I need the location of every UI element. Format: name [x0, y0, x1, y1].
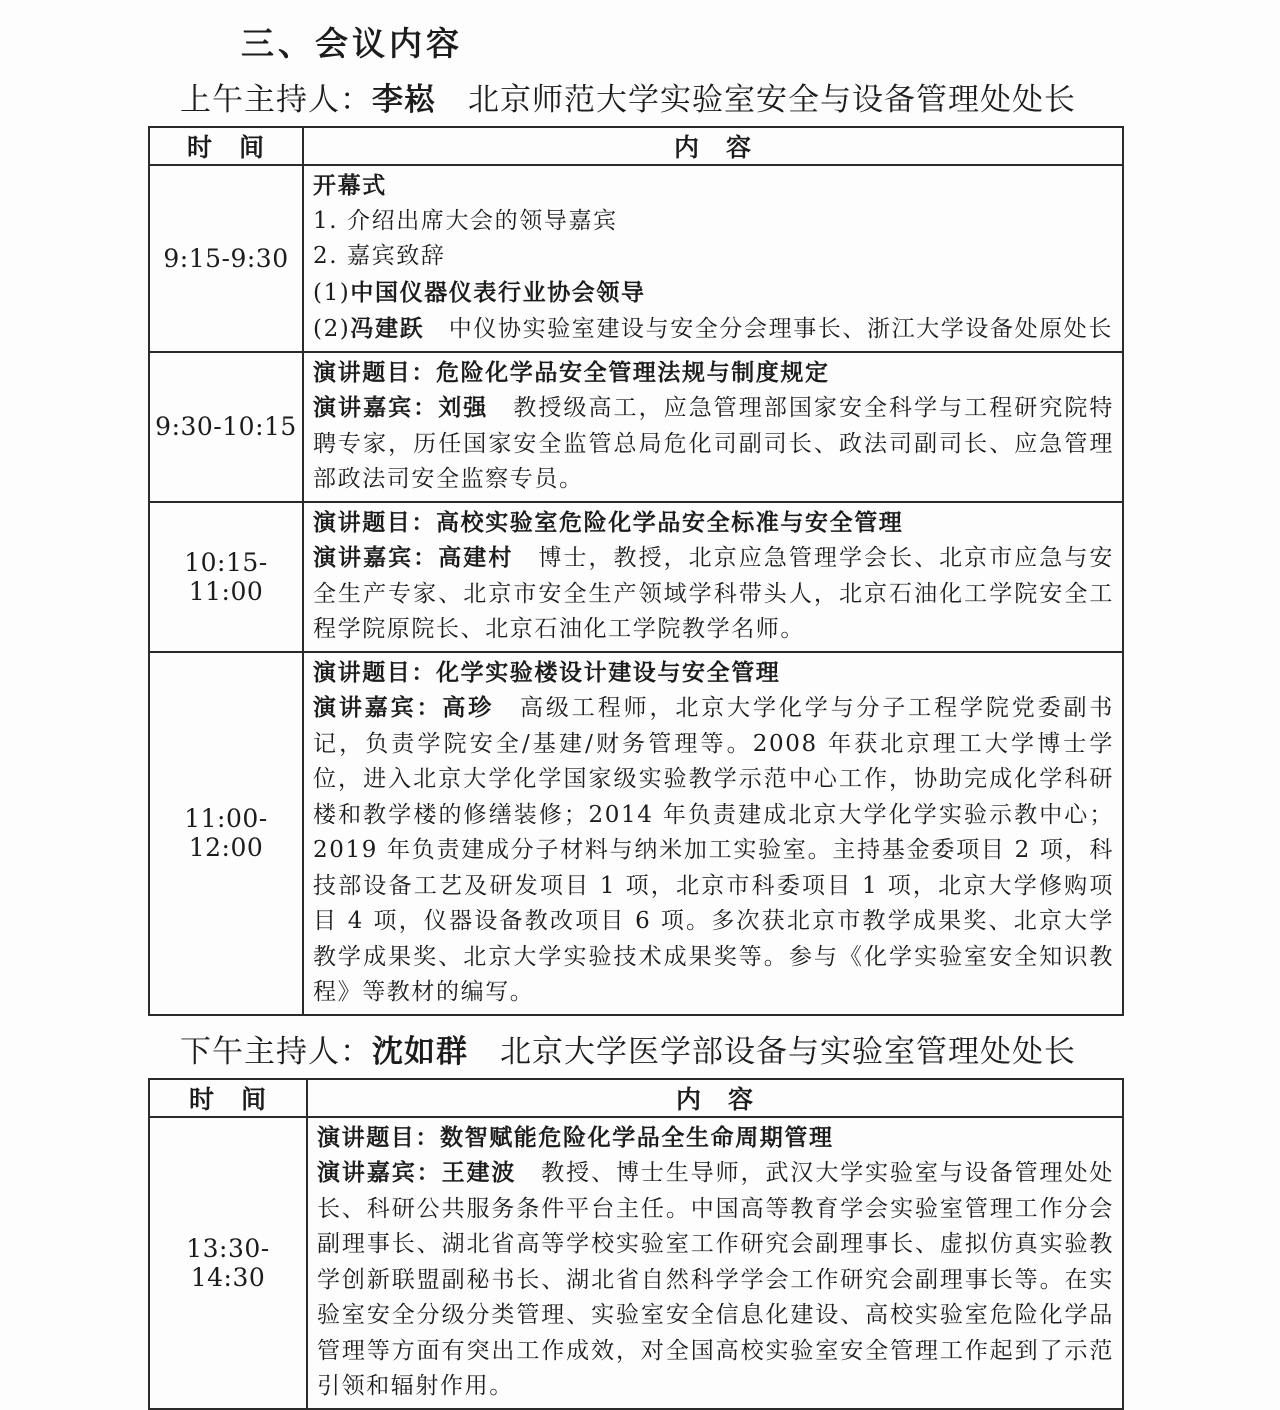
opening-sub-2	[313, 311, 1114, 348]
morning-host-label: 上午主持人：	[180, 82, 372, 118]
guest-bio: 教授级高工，应急管理部国家安全科学与工程研究院特聘专家，历任国家安全监管总局危化司副司长、政法司副司长、应急管理部政法司安全监察专员。	[313, 395, 1115, 492]
talk-topic-line	[317, 1120, 1114, 1156]
talk-topic-line	[313, 505, 1114, 541]
guest-label: 演讲嘉宾：	[317, 1159, 442, 1186]
opening-title: 开幕式	[313, 172, 387, 199]
talk-topic-line	[313, 655, 1114, 691]
content-cell	[303, 165, 1123, 352]
table-row-talk-4	[149, 1117, 1123, 1409]
afternoon-host-title: 北京大学医学部设备与实验室管理处处长	[500, 1033, 1076, 1070]
topic-label: 演讲题目：	[317, 1123, 440, 1151]
guest-bio: 博士，教授，北京应急管理学会长、北京市应急与安全生产专家、北京市安全生产领域学科带头人，北京石油化工学院安全工程学院原院长、北京石油化工学院教学名师。	[313, 545, 1114, 642]
topic-label: 演讲题目：	[313, 358, 436, 386]
time-cell: 11:00-12:00	[149, 652, 303, 1015]
guest-bio: 高级工程师，北京大学化学与分子工程学院党委副书记，负责学院安全/基建/财务管理等。2008 年获北京理工大学博士学位，进入北京大学化学国家级实验教学示范中心工作，协助完成化学科研楼和教学楼的修缮装修；2014 年负责建成北京大学化学实验示教中心；2019 年负责建成分子材料与纳米加工实验室。主持基金委项目 2 项，科技部设备工艺及研发项目 1 项，北京市科委项目 1 项，北京大学修购项目 4 项，仪器设备教改项目 6 项。多次获北京市教学成果奖、北京大学教学成果奖、北京大学实验技术成果奖等。参与《化学实验室安全知识教程》等教材的编写。	[313, 695, 1115, 1005]
table-header-row	[149, 1079, 1123, 1117]
table-row-talk-2	[149, 502, 1123, 652]
time-cell: 9:15-9:30	[149, 165, 303, 352]
morning-host-line	[0, 79, 1280, 121]
content-cell	[303, 652, 1123, 1015]
morning-host-title: 北京师范大学实验室安全与设备管理处处长	[468, 82, 1076, 118]
talk-guest-line	[313, 390, 1114, 498]
morning-agenda-table	[148, 126, 1124, 1016]
topic-label: 演讲题目：	[313, 508, 436, 536]
opening-item-1: 1. 介绍出席大会的领导嘉宾	[313, 207, 618, 234]
guest-label: 演讲嘉宾：	[313, 694, 443, 721]
talk-guest-line	[313, 690, 1114, 1011]
time-column-header: 时 间	[149, 1079, 307, 1117]
content-column-header: 内 容	[303, 127, 1123, 165]
guest-label: 演讲嘉宾：	[313, 544, 439, 571]
talk-guest-line	[317, 1155, 1114, 1405]
opening-item-2: 2. 嘉宾致辞	[313, 243, 446, 269]
afternoon-host-label: 下午主持人：	[180, 1033, 372, 1070]
guest-name: 高珍	[442, 694, 495, 721]
sub2-name: 冯建跃	[350, 315, 425, 342]
time-cell: 9:30-10:15	[149, 352, 303, 502]
guest-bio: 教授、博士生导师，武汉大学实验室与设备管理处处长、科研公共服务条件平台主任。中国高等教育学会实验室管理工作分会副理事长、湖北省高等学校实验室工作研究会副理事长、虚拟仿真实验教学创新联盟副秘书长、湖北省自然科学学会工作研究会副理事长等。在实验室安全分级分类管理、实验室安全信息化建设、高校实验室危险化学品管理等方面有突出工作成效，对全国高校实验室安全管理工作起到了示范引领和辐射作用。	[317, 1160, 1114, 1399]
topic-text: 危险化学品安全管理法规与制度规定	[436, 358, 830, 386]
afternoon-agenda-table	[148, 1078, 1124, 1410]
sub2-desc: 中仪协实验室建设与安全分会理事长、浙江大学设备处原处长	[424, 316, 1114, 342]
time-cell: 10:15-11:00	[149, 502, 303, 652]
spacer	[436, 82, 468, 118]
content-cell	[303, 502, 1123, 652]
sub1-text: 中国仪器仪表行业协会领导	[350, 278, 646, 306]
table-header-row	[149, 127, 1123, 165]
morning-host-name: 李崧	[372, 82, 436, 118]
content-cell	[307, 1117, 1123, 1409]
content-cell	[303, 352, 1123, 502]
guest-name: 高建村	[438, 544, 514, 571]
guest-name: 王建波	[441, 1159, 517, 1186]
topic-text: 化学实验楼设计建设与安全管理	[436, 658, 781, 686]
content-column-header: 内 容	[307, 1079, 1123, 1117]
time-cell: 13:30-14:30	[149, 1117, 307, 1409]
time-column-header: 时 间	[149, 127, 303, 165]
table-row-opening	[149, 165, 1123, 352]
topic-label: 演讲题目：	[313, 658, 436, 686]
topic-text: 数智赋能危险化学品全生命周期管理	[440, 1123, 834, 1151]
spacer	[468, 1034, 500, 1070]
table-row-talk-1	[149, 352, 1123, 502]
sub2-prefix: (2)	[313, 316, 351, 342]
sub1-prefix: (1)	[313, 279, 351, 306]
talk-guest-line	[313, 540, 1114, 648]
topic-text: 高校实验室危险化学品安全标准与安全管理	[436, 508, 904, 536]
guest-name: 刘强	[438, 394, 489, 421]
section-title: 三、会议内容	[241, 24, 463, 63]
talk-topic-line	[313, 355, 1114, 391]
afternoon-host-line	[0, 1031, 1280, 1073]
opening-sub-1	[313, 275, 1114, 312]
afternoon-host-name: 沈如群	[372, 1033, 468, 1070]
conference-agenda-page	[0, 24, 1280, 1410]
guest-label: 演讲嘉宾：	[313, 394, 439, 421]
table-row-talk-3	[149, 652, 1123, 1015]
